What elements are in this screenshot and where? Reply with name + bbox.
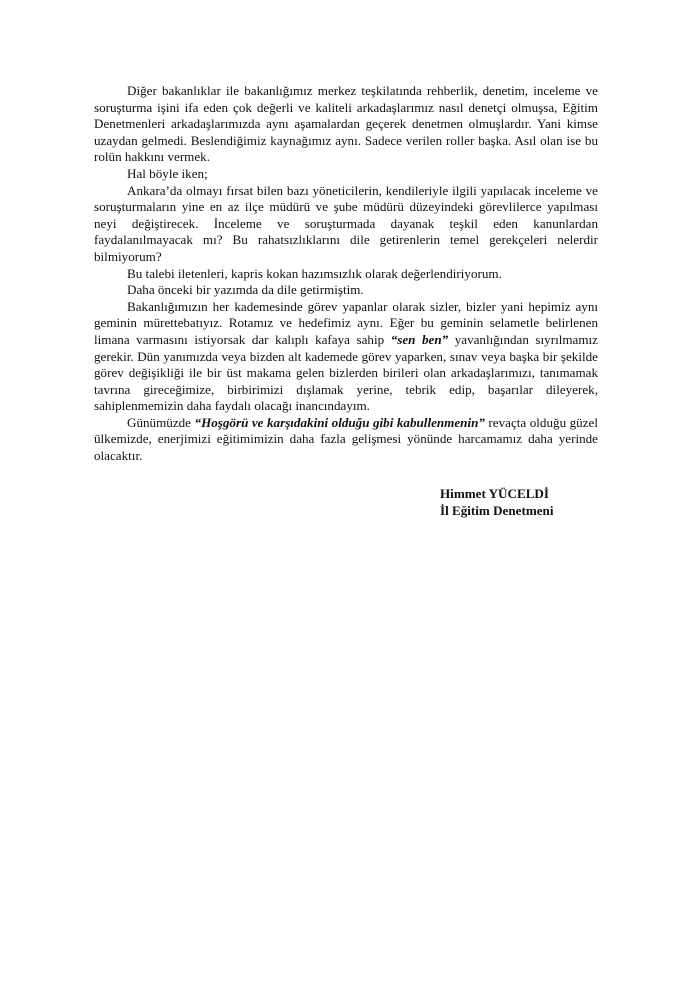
paragraph-6-pre: Bakanlığımızın her kademesinde görev yapanlar olarak sizler, bizler yani hepimiz aynı geminin mürettebatıyız. Rotamız ve hedefimiz aynı. Eğer bu geminin selametle belirlenen limana varmasını istiyorsak dar kalıplı kafaya sahip: [94, 298, 598, 347]
paragraph-3: Ankara’da olmayı fırsat bilen bazı yöneticilerin, kendileriyle ilgili yapılacak inceleme ve soruşturmaların yine en az ilçe müdürü ve şube müdürü düzeyindeki görevlilerce yapılması neyi değiştirecek. İnceleme ve soruşturmada dayanak teşkil eden kanunlardan faydalanılmayacak mı? Bu rahatsızlıklarını dile getirenlerin temel gerekçeleri nelerdir bilmiyorum?: [94, 182, 598, 264]
paragraph-6: [94, 299, 598, 415]
paragraph-7-pre: Günümüzde: [127, 414, 195, 430]
paragraph-2: Hal böyle iken;: [127, 165, 208, 181]
signature-block: [440, 486, 553, 519]
signature-title: İl Eğitim Denetmeni: [440, 502, 554, 518]
signature-name: Himmet YÜCELDİ: [440, 486, 549, 501]
paragraph-7: [94, 415, 598, 465]
paragraph-7-emphasis: “Hoşgörü ve karşıdakini olduğu gibi kabullenmenin”: [194, 414, 485, 430]
paragraph-1: Diğer bakanlıklar ile bakanlığımız merkez teşkilatında rehberlik, denetim, inceleme ve soruşturma işini ifa eden çok değerli ve kaliteli arkadaşlarımız nasıl denetçi olmuşsa, Eğitim Denetmenleri arkadaşlarımızda aynı aşamalardan geçerek denetmen olmuşlardır. Yani kimse uzaydan gelmedi. Beslendiğimiz kaynağımız aynı. Sadece verilen roller başka. Asıl olan ise bu rolün hakkını vermek.: [94, 83, 598, 165]
paragraph-6-post: yavanlığından sıyrılmamız gerekir. Dün yanımızda veya bizden alt kademede görev yaparken, sınav veya başka bir şekilde görev değişikliği ile bir üst makama gelen bizlerden birileri olan arkadaşlarımızı, tanımamak tavrına gireceğimize, birbirimizi dışlamak yerine, tebrik edip, başarılar dileyerek, sahiplenmemizin daha faydalı olacağı inancındayım.: [94, 331, 598, 414]
paragraph-7-post: revaçta olduğu güzel ülkemizde, enerjimizi eğitimimizin daha fazla gelişmesi yönünde harcamamız daha yerinde olacaktır.: [94, 414, 598, 464]
paragraph-5: Daha önceki bir yazımda da dile getirmiştim.: [127, 282, 364, 298]
paragraph-6-emphasis: “sen ben”: [390, 331, 449, 347]
letter-body: [94, 83, 598, 465]
paragraph-4: Bu talebi iletenleri, kapris kokan hazımsızlık olarak değerlendiriyorum.: [127, 265, 502, 281]
